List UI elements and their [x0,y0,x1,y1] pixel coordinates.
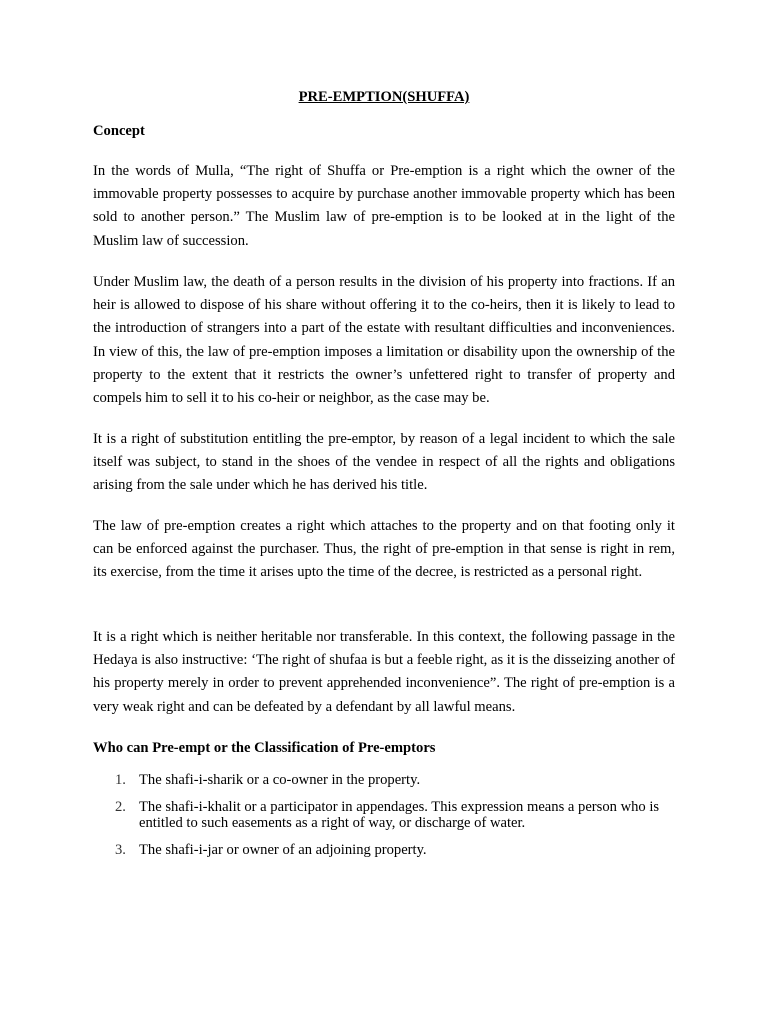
paragraph-muslim-law-succession: Under Muslim law, the death of a person results in the division of his property into fractions. If an heir is allowed to dispose of his share without offering it to the co-heirs, then it is likely to lead to the introduction of strangers into a part of the estate with resultant difficulties and inconveniences. In view of this, the law of pre-emption imposes a limitation or disability upon the ownership of the property to the extent that it restricts the owner’s unfettered right to transfer of property and compels him to sell it to his co-heir or neighbor, as the case may be. [93,274,675,407]
list-item-number: 2. [115,798,126,815]
list-item [93,772,675,789]
list-item [93,799,675,832]
classification-heading: Who can Pre-empt or the Classification of Pre-emptors [93,740,436,756]
paragraph-right-attaches-property: The law of pre-emption creates a right which attaches to the property and on that footing only it can be enforced against the purchaser. Thus, the right of pre-emption in that sense is right in rem, its exercise, from the time it arises upto the time of the decree, is restricted as a personal right. [93,518,675,581]
pre-emptors-list [93,772,675,868]
paragraph-right-of-substitution: It is a right of substitution entitling the pre-emptor, by reason of a legal incident to which the sale itself was subject, to stand in the shoes of the vendee in respect of all the rights and obligations arising from the sale under which he has derived his title. [93,431,675,494]
concept-heading: Concept [93,123,145,139]
list-item-text: The shafi-i-jar or owner of an adjoining property. [139,841,427,858]
list-item-number: 3. [115,841,126,858]
paragraph-neither-heritable: It is a right which is neither heritable nor transferable. In this context, the following passage in the Hedaya is also instructive: ‘The right of shufaa is but a feeble right, as it is the disseizing another of his property merely in order to prevent apprehended inconvenience”. The right of pre-emption is a very weak right and can be defeated by a defendant by all lawful means. [93,629,675,715]
list-item-number: 1. [115,772,126,788]
document-title: PRE-EMPTION(SHUFFA) [298,89,470,105]
list-item-text: The shafi-i-khalit or a participator in appendages. This expression means a person who is entitled to such easements as a right of way, or discharge of water. [139,798,660,831]
list-item [93,842,675,859]
list-item-text: The shafi-i-sharik or a co-owner in the property. [139,772,421,788]
paragraph-mulla-definition: In the words of Mulla, “The right of Shuffa or Pre-emption is a right which the owner of the immovable property possesses to acquire by purchase another immovable property which has been sold to another person.” The Muslim law of pre-emption is to be looked at in the light of the Muslim law of succession. [93,163,675,249]
